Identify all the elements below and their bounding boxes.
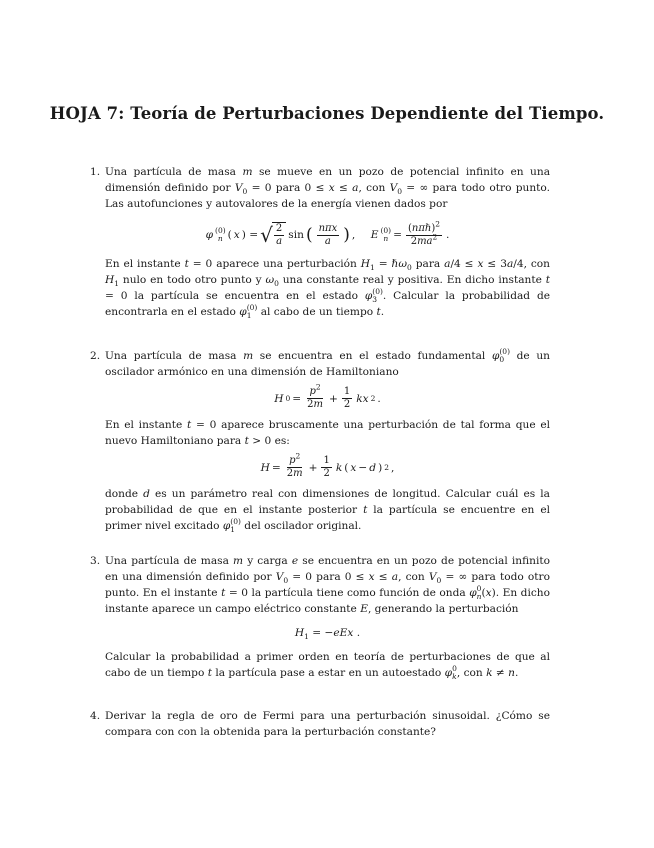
problem-3: [90, 553, 550, 681]
problem-number: 4.: [90, 710, 101, 722]
problem-2-text: donde d es un parámetro real con dimensiones de longitud. Calcular cuál es la probabilidad de que en el instante posterior t la partícula se encuentre en el primer nivel excitado φ (0) 1 del oscilador original.: [105, 488, 550, 534]
problem-1: [90, 164, 550, 320]
problem-number: 2.: [90, 350, 101, 362]
hamiltonian-h: H = $\frac{p^2}{2m}$ + $\frac{1}{2}$ k ( x − d ) 2 ,: [260, 451, 395, 479]
problem-3-intro: Una partícula de masa m y carga e se encuentra en un pozo de potencial infinito en una dimensión definido por $V_0 = 0$ para 0 ≤ x ≤ a, con $V_0$ = ∞ para todo otro punto. En el instante t = 0 la partícula tiene como función de onda φ 0 n (x). En dicho instante aparece un campo eléctrico constante E, generando la perturbación: [105, 555, 550, 615]
problem-4: [90, 708, 550, 740]
problem-number: 3.: [90, 555, 101, 567]
problem-4-text: Derivar la regla de oro de Fermi para una perturbación sinusoidal. ¿Cómo se compara con con la obtenida para la perturbación constante?: [105, 710, 550, 738]
problem-3-text: Calcular la probabilidad a primer orden en teoría de perturbaciones de que al cabo de un tiempo t la partícula pase a estar en un autoestado φ 0 k , con k ≠ n.: [105, 651, 550, 681]
problem-2-intro: Una partícula de masa m se encuentra en el estado fundamental φ (0) 0 de un oscilador armónico en una dimensión de Hamiltoniano: [105, 347, 550, 378]
perturbation-h1: $H_1 = -eEx$ .: [294, 627, 361, 642]
problem-number: 1.: [90, 166, 101, 178]
problem-1-text: En el instante t = 0 aparece una perturbación $H_1$ = ℏω$_0$ para a/4 ≤ x ≤ 3a/4, con $H_1$ nulo en todo otro punto y $\omega_0$ una constante real y positiva. En dicho instante t = 0 la partícula se encuentra en el estado φ (0) 3 . Calcular la probabilidad de encontrarla en el estado φ (0) 1 al cabo de un tiempo t.: [105, 258, 551, 320]
hamiltonian-h0: H 0 = $\frac{p^2}{2m}$ + $\frac{1}{2}$ kx 2 .: [274, 382, 381, 410]
problem-1-intro: Una partícula de masa m se mueve en un pozo de potencial infinito en una dimensión definido por $V_0 = 0$ para 0 ≤ x ≤ a, con $V_0$ = ∞ para todo otro punto. Las autofunciones y autovalores de la energía vienen dados por: [105, 166, 551, 210]
problem-2-mid: En el instante t = 0 aparece bruscamente una perturbación de tal forma que el nuevo Hamiltoniano para t > 0 es:: [105, 419, 550, 447]
page-title: HOJA 7: Teoría de Perturbaciones Dependiente del Tiempo.: [49, 104, 605, 123]
problem-2: [90, 348, 550, 534]
eigenfunction-equation: φ (0) n ( x ) = √ $\frac{2}{a}$ sin ( $\frac{\text{nπx}}{a}$ ) , E (0) n = $\frac{(n\pi\hbar)^2}{2ma^2}$ .: [205, 219, 450, 247]
